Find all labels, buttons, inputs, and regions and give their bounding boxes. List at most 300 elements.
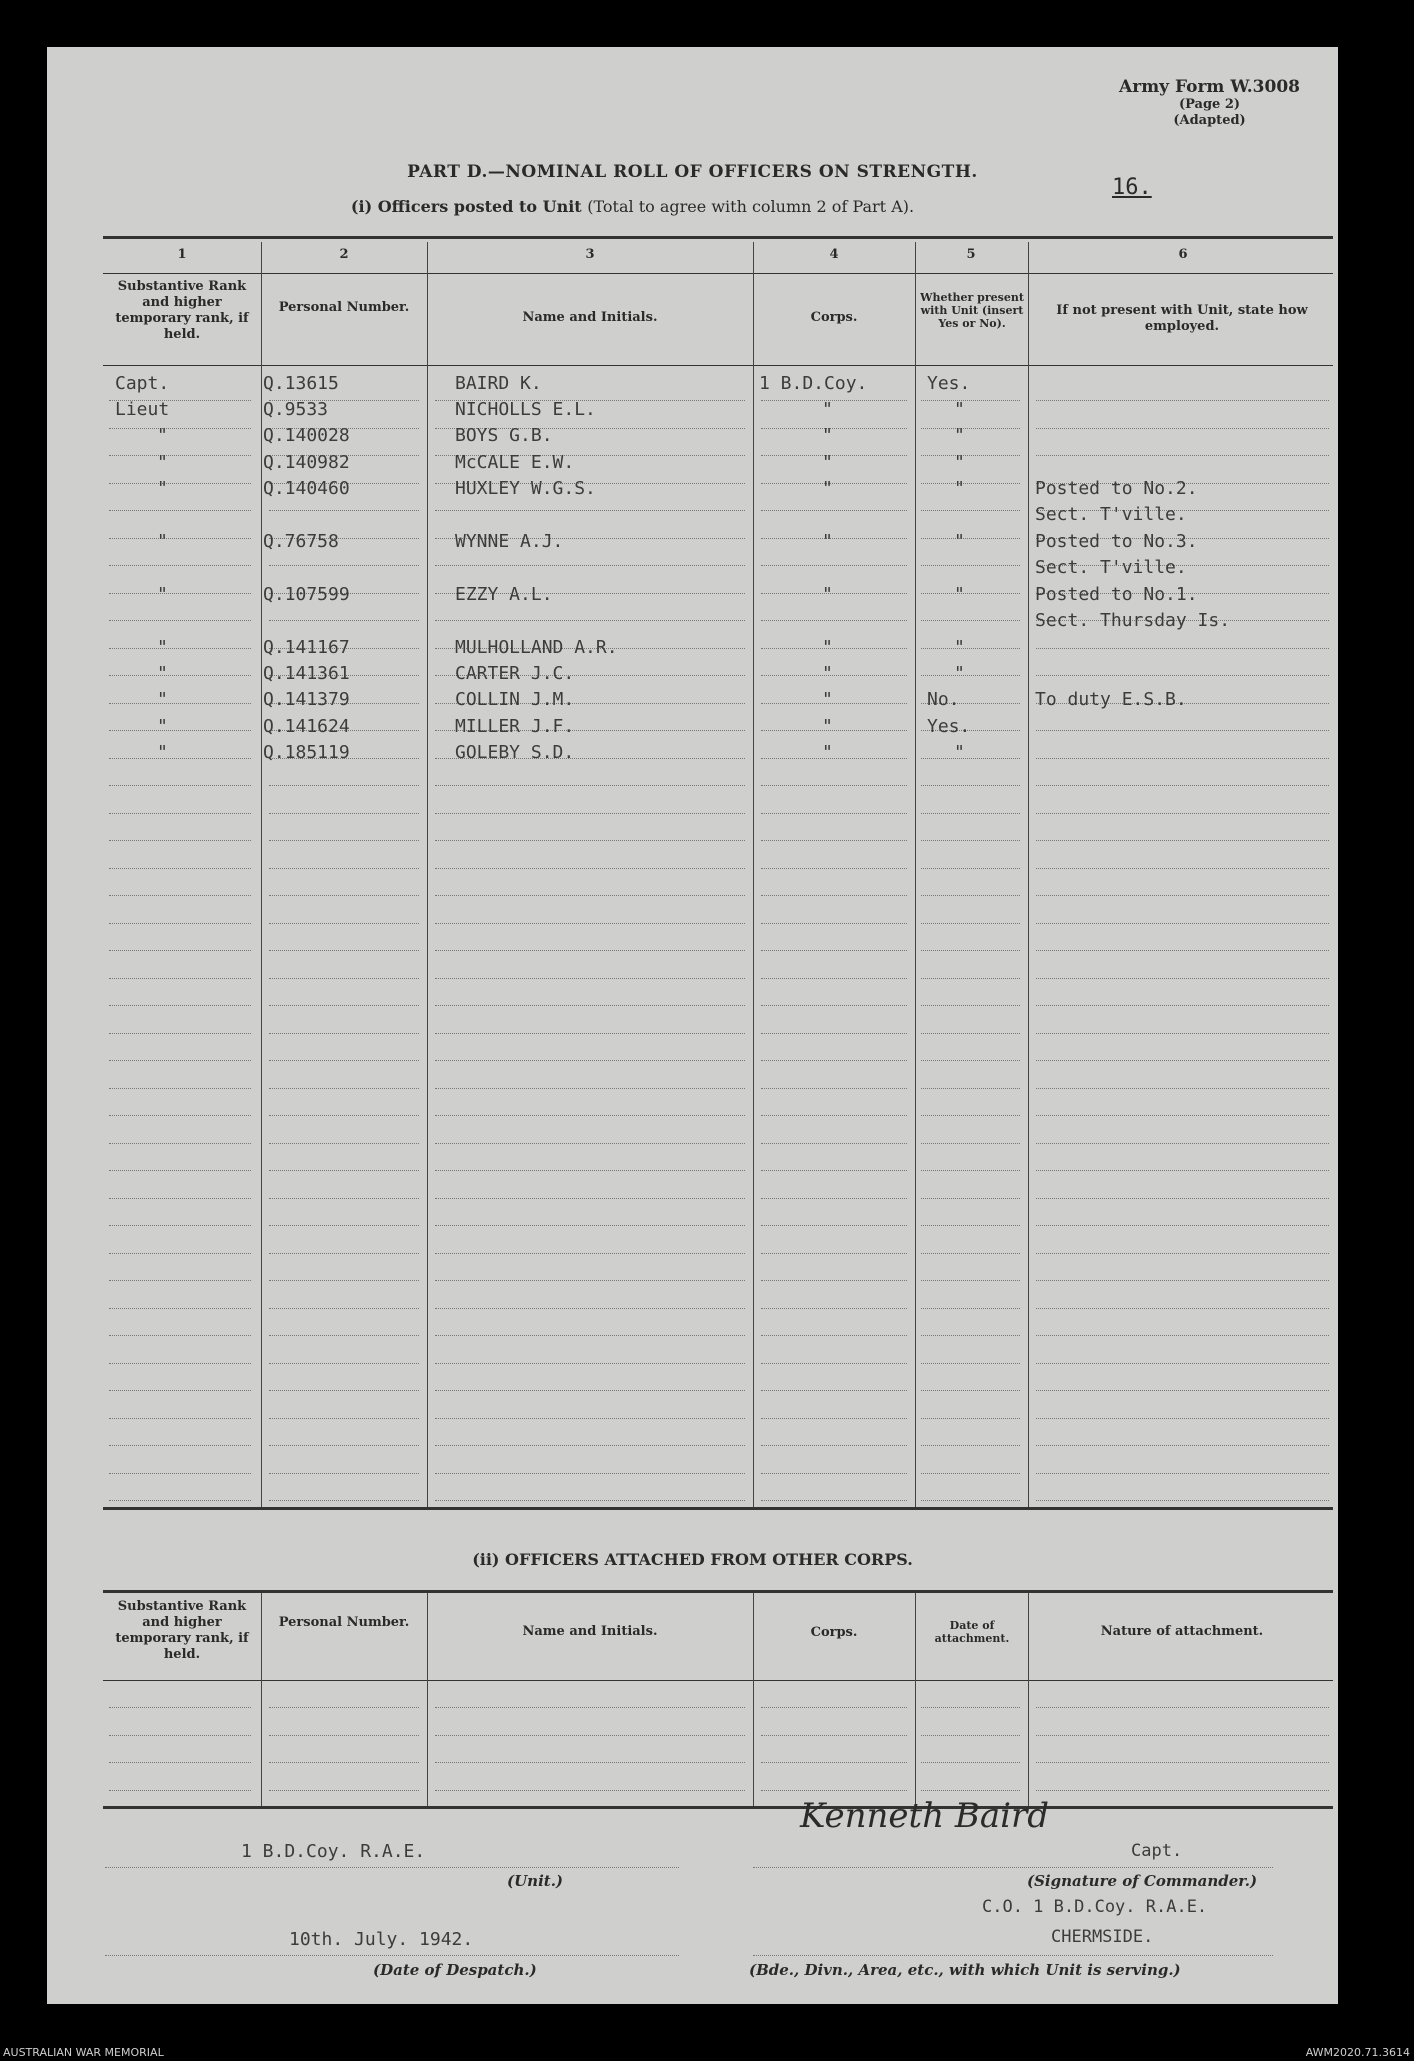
ruling-dot-line: [269, 565, 419, 566]
ruling-dot-line: [761, 785, 907, 786]
part-ii-title: (ii) OFFICERS ATTACHED FROM OTHER CORPS.: [472, 1550, 913, 1569]
ruling-dot-line: [269, 785, 419, 786]
ruling-dot-line: [269, 1418, 419, 1419]
ruling-dot-line: [109, 1143, 251, 1144]
ruling-dot-line: [109, 1363, 251, 1364]
ruling-dot-line: [109, 510, 251, 511]
cell-present: ": [954, 663, 965, 684]
date-label: (Date of Despatch.): [373, 1961, 537, 1979]
ruling-dot-line: [1036, 813, 1329, 814]
ruling-dot-line: [921, 1225, 1020, 1226]
ruling-dot-line: [921, 1170, 1020, 1171]
t2-header-personal: Personal Number.: [278, 1615, 410, 1630]
cell-rank: ": [157, 531, 168, 552]
ruling-dot-line: [269, 1500, 419, 1501]
signature-line: [753, 1867, 1273, 1868]
ruling-dot-line: [1036, 1143, 1329, 1144]
ruling-dot-line: [109, 1473, 251, 1474]
ruling-dot-line: [109, 1115, 251, 1116]
ruling-dot-line: [1036, 1198, 1329, 1199]
ruling-dot-line: [435, 923, 745, 924]
ruling-dot-line: [269, 1762, 419, 1763]
cell-name: MULHOLLAND A.R.: [455, 637, 618, 658]
ruling-dot-line: [109, 1707, 251, 1708]
ruling-dot-line: [921, 483, 1020, 484]
adapted-label: (Adapted): [1173, 113, 1246, 128]
col-divider-2: [427, 242, 428, 1507]
ruling-dot-line: [109, 868, 251, 869]
cell-number: Q.107599: [263, 584, 350, 605]
ruling-dot-line: [1036, 950, 1329, 951]
ruling-dot-line: [921, 648, 1020, 649]
ruling-dot-line: [109, 1308, 251, 1309]
ruling-dot-line: [761, 1088, 907, 1089]
cell-present: ": [954, 452, 965, 473]
ruling-dot-line: [1036, 1308, 1329, 1309]
ruling-dot-line: [269, 1115, 419, 1116]
cell-present: ": [954, 425, 965, 446]
ruling-dot-line: [269, 1005, 419, 1006]
ruling-dot-line: [761, 1060, 907, 1061]
ruling-dot-line: [761, 758, 907, 759]
ruling-dot-line: [269, 923, 419, 924]
officer-total: 16.: [1112, 175, 1152, 200]
ruling-dot-line: [1036, 1088, 1329, 1089]
ruling-dot-line: [109, 1033, 251, 1034]
ruling-dot-line: [435, 840, 745, 841]
cell-rank: ": [157, 425, 168, 446]
ruling-dot-line: [109, 1500, 251, 1501]
unit-line: [105, 1867, 679, 1868]
ruling-dot-line: [435, 1280, 745, 1281]
col-number-2: 2: [339, 247, 349, 262]
ruling-dot-line: [921, 840, 1020, 841]
t2-header-nature: Nature of attachment.: [1100, 1624, 1264, 1639]
ruling-dot-line: [761, 923, 907, 924]
ruling-dot-line: [761, 565, 907, 566]
ruling-dot-line: [269, 895, 419, 896]
cell-number: Q.9533: [263, 399, 329, 420]
archive-name: AUSTRALIAN WAR MEMORIAL: [3, 2046, 164, 2059]
ruling-dot-line: [921, 1418, 1020, 1419]
ruling-dot-line: [1036, 1735, 1329, 1736]
ruling-dot-line: [435, 978, 745, 979]
ruling-dot-line: [1036, 1445, 1329, 1446]
ruling-dot-line: [921, 1198, 1020, 1199]
ruling-dot-line: [1036, 1500, 1329, 1501]
ruling-dot-line: [435, 1225, 745, 1226]
ruling-dot-line: [109, 1198, 251, 1199]
ruling-dot-line: [761, 895, 907, 896]
ruling-dot-line: [109, 840, 251, 841]
cell-corps: ": [822, 478, 833, 499]
cell-rank: ": [157, 663, 168, 684]
ruling-dot-line: [1036, 675, 1329, 676]
ruling-dot-line: [435, 868, 745, 869]
cell-corps: ": [822, 452, 833, 473]
ruling-dot-line: [435, 1060, 745, 1061]
ruling-dot-line: [1036, 455, 1329, 456]
ruling-dot-line: [1036, 923, 1329, 924]
ruling-dot-line: [761, 538, 907, 539]
ruling-dot-line: [761, 950, 907, 951]
ruling-dot-line: [761, 1308, 907, 1309]
col-number-5: 5: [966, 247, 976, 262]
ruling-dot-line: [109, 758, 251, 759]
t2-header-rank: Substantive Rank and higher temporary rank, if held.: [115, 1599, 249, 1662]
ruling-dot-line: [109, 675, 251, 676]
ruling-dot-line: [921, 785, 1020, 786]
ruling-dot-line: [1036, 1762, 1329, 1763]
cell-corps: ": [822, 663, 833, 684]
cell-rank: ": [157, 689, 168, 710]
ruling-dot-line: [435, 895, 745, 896]
table1-top-rule: [103, 236, 1333, 239]
ruling-dot-line: [1036, 1115, 1329, 1116]
table1-bottom-rule: [103, 1507, 1333, 1510]
ruling-dot-line: [269, 1308, 419, 1309]
ruling-dot-line: [1036, 1418, 1329, 1419]
ruling-dot-line: [109, 813, 251, 814]
ruling-dot-line: [761, 1335, 907, 1336]
ruling-dot-line: [269, 1473, 419, 1474]
ruling-dot-line: [269, 1143, 419, 1144]
ruling-dot-line: [109, 978, 251, 979]
ruling-dot-line: [761, 648, 907, 649]
ruling-dot-line: [269, 813, 419, 814]
ruling-dot-line: [921, 1060, 1020, 1061]
cell-number: Q.140460: [263, 478, 350, 499]
ruling-dot-line: [921, 593, 1020, 594]
cell-employed: Posted to No.3.: [1035, 531, 1198, 552]
ruling-dot-line: [269, 1033, 419, 1034]
ruling-dot-line: [269, 1363, 419, 1364]
table2-bottom-rule: [103, 1806, 1333, 1809]
cell-name: HUXLEY W.G.S.: [455, 478, 596, 499]
cell-rank: ": [157, 584, 168, 605]
cell-rank: ": [157, 637, 168, 658]
cell-corps: ": [822, 584, 833, 605]
form-number: Army Form W.3008: [1119, 77, 1300, 97]
ruling-dot-line: [435, 1707, 745, 1708]
unit-value: 1 B.D.Coy. R.A.E.: [241, 1841, 426, 1862]
co-line: C.O. 1 B.D.Coy. R.A.E.: [982, 1897, 1208, 1917]
ruling-dot-line: [921, 813, 1020, 814]
form-page: [47, 47, 1338, 2004]
part-d-subtitle: [0, 197, 1278, 216]
ruling-dot-line: [109, 785, 251, 786]
ruling-dot-line: [435, 950, 745, 951]
ruling-dot-line: [435, 1170, 745, 1171]
ruling-dot-line: [761, 840, 907, 841]
ruling-dot-line: [435, 1143, 745, 1144]
ruling-dot-line: [761, 1473, 907, 1474]
ruling-dot-line: [435, 813, 745, 814]
ruling-dot-line: [921, 1005, 1020, 1006]
ruling-dot-line: [921, 868, 1020, 869]
ruling-dot-line: [921, 1253, 1020, 1254]
ruling-dot-line: [269, 1088, 419, 1089]
ruling-dot-line: [269, 1060, 419, 1061]
ruling-dot-line: [435, 1033, 745, 1034]
col-number-3: 3: [585, 247, 595, 262]
ruling-dot-line: [269, 1790, 419, 1791]
ruling-dot-line: [109, 620, 251, 621]
cell-corps: ": [822, 716, 833, 737]
ruling-dot-line: [109, 1005, 251, 1006]
ruling-dot-line: [921, 1473, 1020, 1474]
location: CHERMSIDE.: [1051, 1927, 1154, 1947]
ruling-dot-line: [1036, 1363, 1329, 1364]
ruling-dot-line: [761, 455, 907, 456]
ruling-dot-line: [1036, 1280, 1329, 1281]
cell-present: ": [954, 637, 965, 658]
subtitle-bold: (i) Officers posted to Unit: [350, 197, 582, 216]
ruling-dot-line: [761, 1735, 907, 1736]
ruling-dot-line: [109, 1390, 251, 1391]
ruling-dot-line: [109, 1253, 251, 1254]
ruling-dot-line: [269, 1335, 419, 1336]
table2-header-rule: [103, 1680, 1333, 1681]
ruling-dot-line: [921, 1390, 1020, 1391]
cell-present: ": [954, 584, 965, 605]
ruling-dot-line: [109, 593, 251, 594]
ruling-dot-line: [761, 400, 907, 401]
col-divider-5: [1028, 242, 1029, 1507]
ruling-dot-line: [761, 428, 907, 429]
despatch-date: 10th. July. 1942.: [289, 1929, 474, 1950]
unit-label: (Unit.): [507, 1872, 564, 1890]
ruling-dot-line: [761, 730, 907, 731]
ruling-dot-line: [435, 1198, 745, 1199]
ruling-dot-line: [1036, 1473, 1329, 1474]
cell-corps: ": [822, 399, 833, 420]
ruling-dot-line: [269, 1280, 419, 1281]
cell-name: GOLEBY S.D.: [455, 742, 575, 763]
ruling-dot-line: [109, 703, 251, 704]
ruling-dot-line: [761, 675, 907, 676]
cell-name: NICHOLLS E.L.: [455, 399, 596, 420]
col-number-1: 1: [177, 247, 187, 262]
ruling-dot-line: [109, 1060, 251, 1061]
ruling-dot-line: [109, 1445, 251, 1446]
commander-signature: [792, 1787, 1052, 1847]
ruling-dot-line: [1036, 1335, 1329, 1336]
col-divider-1: [261, 242, 262, 1507]
ruling-dot-line: [109, 1170, 251, 1171]
ruling-dot-line: [921, 1707, 1020, 1708]
ruling-dot-line: [109, 1790, 251, 1791]
ruling-dot-line: [269, 1253, 419, 1254]
cell-rank: ": [157, 716, 168, 737]
ruling-dot-line: [761, 483, 907, 484]
ruling-dot-line: [109, 950, 251, 951]
ruling-dot-line: [435, 1335, 745, 1336]
cell-present: No.: [927, 689, 960, 710]
ruling-dot-line: [921, 978, 1020, 979]
ruling-dot-line: [109, 648, 251, 649]
header-present: Whether present with Unit (insert Yes or No).: [920, 291, 1024, 330]
ruling-dot-line: [435, 1115, 745, 1116]
t2-header-corps: Corps.: [810, 1625, 858, 1640]
cell-number: Q.13615: [263, 373, 339, 394]
ruling-dot-line: [109, 483, 251, 484]
archive-bar: [0, 2045, 1414, 2061]
ruling-dot-line: [921, 565, 1020, 566]
cell-number: Q.141624: [263, 716, 350, 737]
cell-rank: Lieut: [115, 399, 170, 420]
ruling-dot-line: [761, 1225, 907, 1226]
ruling-dot-line: [109, 1418, 251, 1419]
signature-script: Kenneth Baird: [800, 1796, 1050, 1836]
ruling-dot-line: [921, 400, 1020, 401]
ruling-dot-line: [109, 730, 251, 731]
ruling-dot-line: [269, 1445, 419, 1446]
cell-present: ": [954, 478, 965, 499]
ruling-dot-line: [109, 1225, 251, 1226]
ruling-dot-line: [921, 1735, 1020, 1736]
cell-employed: Sect. T'ville.: [1035, 557, 1187, 578]
cell-name: WYNNE A.J.: [455, 531, 564, 552]
header-rank: Substantive Rank and higher temporary rank, if held.: [115, 279, 249, 342]
ruling-dot-line: [109, 565, 251, 566]
ruling-dot-line: [1036, 868, 1329, 869]
cell-present: ": [954, 742, 965, 763]
cell-name: EZZY A.L.: [455, 584, 553, 605]
cell-present: Yes.: [927, 716, 971, 737]
col-number-4: 4: [829, 247, 839, 262]
ruling-dot-line: [921, 1445, 1020, 1446]
page-label: (Page 2): [1178, 97, 1241, 112]
ruling-dot-line: [1036, 785, 1329, 786]
ruling-dot-line: [761, 978, 907, 979]
cell-name: CARTER J.C.: [455, 663, 575, 684]
ruling-dot-line: [435, 1253, 745, 1254]
t2-header-name: Name and Initials.: [522, 1624, 658, 1639]
ruling-dot-line: [761, 1115, 907, 1116]
ruling-dot-line: [269, 1707, 419, 1708]
ruling-dot-line: [269, 840, 419, 841]
ruling-dot-line: [1036, 400, 1329, 401]
ruling-dot-line: [1036, 758, 1329, 759]
cell-corps: ": [822, 425, 833, 446]
ruling-dot-line: [269, 510, 419, 511]
ruling-dot-line: [761, 1500, 907, 1501]
ruling-dot-line: [1036, 1790, 1329, 1791]
ruling-dot-line: [435, 1473, 745, 1474]
ruling-dot-line: [761, 868, 907, 869]
ruling-dot-line: [435, 565, 745, 566]
ruling-dot-line: [435, 1088, 745, 1089]
ruling-dot-line: [921, 1762, 1020, 1763]
ruling-dot-line: [761, 510, 907, 511]
ruling-dot-line: [109, 1280, 251, 1281]
ruling-dot-line: [435, 1418, 745, 1419]
cell-present: Yes.: [927, 373, 971, 394]
cell-employed: Sect. T'ville.: [1035, 504, 1187, 525]
ruling-dot-line: [109, 895, 251, 896]
ruling-dot-line: [761, 1418, 907, 1419]
ruling-dot-line: [1036, 1390, 1329, 1391]
ruling-dot-line: [921, 1088, 1020, 1089]
ruling-dot-line: [921, 895, 1020, 896]
ruling-dot-line: [921, 1143, 1020, 1144]
ruling-dot-line: [921, 1280, 1020, 1281]
ruling-dot-line: [761, 1363, 907, 1364]
t2-divider-4: [915, 1593, 916, 1806]
ruling-dot-line: [1036, 1707, 1329, 1708]
ruling-dot-line: [921, 1335, 1020, 1336]
ruling-dot-line: [921, 675, 1020, 676]
cell-name: BOYS G.B.: [455, 425, 553, 446]
cell-number: Q.185119: [263, 742, 350, 763]
ruling-dot-line: [269, 1198, 419, 1199]
ruling-dot-line: [921, 923, 1020, 924]
ruling-dot-line: [435, 1500, 745, 1501]
ruling-dot-line: [761, 593, 907, 594]
cell-present: ": [954, 399, 965, 420]
ruling-dot-line: [1036, 895, 1329, 896]
cell-present: ": [954, 531, 965, 552]
ruling-dot-line: [109, 428, 251, 429]
ruling-dot-line: [1036, 1225, 1329, 1226]
table1-number-rule: [103, 273, 1333, 274]
ruling-dot-line: [921, 620, 1020, 621]
ruling-dot-line: [1036, 1005, 1329, 1006]
ruling-dot-line: [435, 1308, 745, 1309]
ruling-dot-line: [1036, 648, 1329, 649]
ruling-dot-line: [435, 1005, 745, 1006]
ruling-dot-line: [1036, 1060, 1329, 1061]
signature-label: (Signature of Commander.): [1027, 1872, 1258, 1890]
ruling-dot-line: [435, 785, 745, 786]
ruling-dot-line: [435, 1790, 745, 1791]
table1-header-rule: [103, 365, 1333, 366]
ruling-dot-line: [921, 538, 1020, 539]
ruling-dot-line: [1036, 1170, 1329, 1171]
ruling-dot-line: [761, 1707, 907, 1708]
ruling-dot-line: [761, 1198, 907, 1199]
ruling-dot-line: [761, 1033, 907, 1034]
header-personal: Personal Number.: [278, 300, 410, 315]
part-d-title: PART D.—NOMINAL ROLL OF OFFICERS ON STRENGTH.: [407, 162, 978, 182]
cell-corps: 1 B.D.Coy.: [759, 373, 868, 394]
ruling-dot-line: [921, 428, 1020, 429]
cell-name: MILLER J.F.: [455, 716, 575, 737]
ruling-dot-line: [269, 1735, 419, 1736]
cell-number: Q.140982: [263, 452, 350, 473]
ruling-dot-line: [109, 455, 251, 456]
ruling-dot-line: [1036, 428, 1329, 429]
ruling-dot-line: [921, 510, 1020, 511]
ruling-dot-line: [761, 1005, 907, 1006]
ruling-dot-line: [435, 1390, 745, 1391]
ruling-dot-line: [435, 620, 745, 621]
ruling-dot-line: [269, 620, 419, 621]
ruling-dot-line: [435, 1445, 745, 1446]
ruling-dot-line: [761, 1170, 907, 1171]
ruling-dot-line: [269, 1390, 419, 1391]
ruling-dot-line: [761, 1445, 907, 1446]
table2-top-rule: [103, 1590, 1333, 1593]
ruling-dot-line: [435, 1762, 745, 1763]
cell-number: Q.141361: [263, 663, 350, 684]
header-corps: Corps.: [810, 310, 858, 325]
cell-corps: ": [822, 742, 833, 763]
col-divider-3: [753, 242, 754, 1507]
ruling-dot-line: [435, 1735, 745, 1736]
ruling-dot-line: [269, 1225, 419, 1226]
